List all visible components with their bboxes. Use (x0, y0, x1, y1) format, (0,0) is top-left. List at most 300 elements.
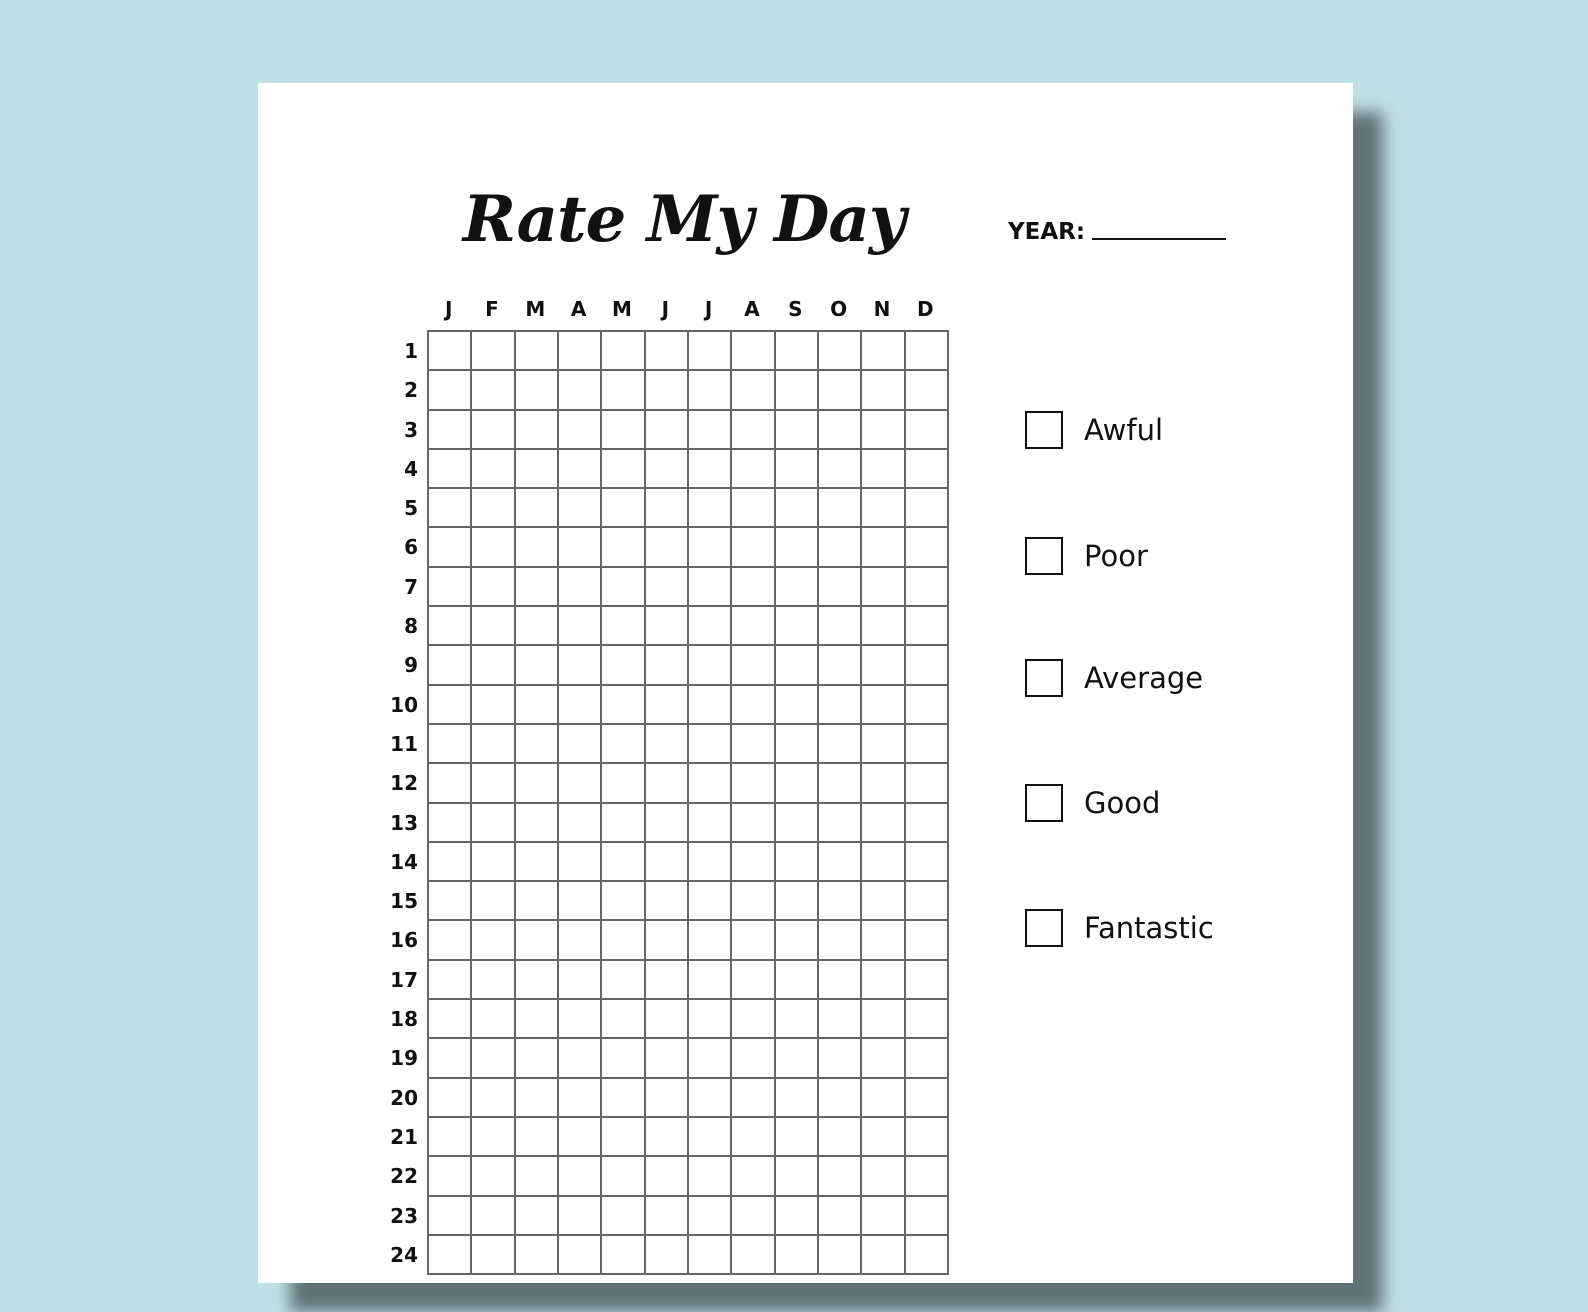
grid-cell[interactable] (559, 882, 602, 921)
grid-cell[interactable] (862, 332, 905, 371)
grid-cell[interactable] (776, 1157, 819, 1196)
grid-cell[interactable] (689, 725, 732, 764)
grid-cell[interactable] (819, 1157, 862, 1196)
grid-cell[interactable] (646, 528, 689, 567)
grid-cell[interactable] (429, 882, 472, 921)
grid-cell[interactable] (732, 882, 775, 921)
grid-cell[interactable] (646, 607, 689, 646)
checkbox[interactable] (1025, 909, 1063, 947)
grid-cell[interactable] (776, 371, 819, 410)
grid-cell[interactable] (602, 961, 645, 1000)
grid-cell[interactable] (732, 607, 775, 646)
grid-cell[interactable] (862, 1118, 905, 1157)
grid-cell[interactable] (906, 921, 949, 960)
grid-cell[interactable] (516, 450, 559, 489)
grid-cell[interactable] (906, 1039, 949, 1078)
grid-cell[interactable] (646, 1039, 689, 1078)
grid-cell[interactable] (819, 450, 862, 489)
grid-cell[interactable] (819, 646, 862, 685)
grid-cell[interactable] (862, 725, 905, 764)
grid-cell[interactable] (559, 489, 602, 528)
grid-cell[interactable] (429, 686, 472, 725)
grid-cell[interactable] (906, 489, 949, 528)
grid-cell[interactable] (906, 1197, 949, 1236)
grid-cell[interactable] (689, 450, 732, 489)
grid-cell[interactable] (559, 725, 602, 764)
grid-cell[interactable] (429, 1157, 472, 1196)
grid-cell[interactable] (862, 921, 905, 960)
grid-cell[interactable] (732, 1197, 775, 1236)
grid-cell[interactable] (602, 1039, 645, 1078)
grid-cell[interactable] (646, 1236, 689, 1275)
grid-cell[interactable] (472, 411, 515, 450)
grid-cell[interactable] (906, 568, 949, 607)
grid-cell[interactable] (906, 882, 949, 921)
grid-cell[interactable] (862, 411, 905, 450)
grid-cell[interactable] (472, 489, 515, 528)
grid-cell[interactable] (472, 607, 515, 646)
grid-cell[interactable] (689, 961, 732, 1000)
grid-cell[interactable] (646, 411, 689, 450)
grid-cell[interactable] (732, 1157, 775, 1196)
grid-cell[interactable] (516, 1000, 559, 1039)
grid-cell[interactable] (906, 804, 949, 843)
grid-cell[interactable] (689, 1157, 732, 1196)
grid-cell[interactable] (429, 804, 472, 843)
grid-cell[interactable] (819, 843, 862, 882)
grid-cell[interactable] (646, 961, 689, 1000)
grid-cell[interactable] (732, 489, 775, 528)
rating-option-good[interactable] (1025, 784, 1160, 822)
grid-cell[interactable] (776, 1039, 819, 1078)
grid-cell[interactable] (602, 332, 645, 371)
grid-cell[interactable] (776, 764, 819, 803)
grid-cell[interactable] (689, 1197, 732, 1236)
grid-cell[interactable] (559, 961, 602, 1000)
grid-cell[interactable] (906, 961, 949, 1000)
grid-cell[interactable] (559, 921, 602, 960)
grid-cell[interactable] (602, 921, 645, 960)
grid-cell[interactable] (819, 1118, 862, 1157)
grid-cell[interactable] (906, 843, 949, 882)
grid-cell[interactable] (862, 646, 905, 685)
grid-cell[interactable] (862, 1000, 905, 1039)
grid-cell[interactable] (602, 1236, 645, 1275)
grid-cell[interactable] (646, 568, 689, 607)
grid-cell[interactable] (559, 1157, 602, 1196)
grid-cell[interactable] (819, 568, 862, 607)
grid-cell[interactable] (906, 764, 949, 803)
grid-cell[interactable] (776, 528, 819, 567)
grid-cell[interactable] (819, 764, 862, 803)
grid-cell[interactable] (819, 371, 862, 410)
grid-cell[interactable] (516, 764, 559, 803)
grid-cell[interactable] (602, 1197, 645, 1236)
grid-cell[interactable] (906, 607, 949, 646)
grid-cell[interactable] (819, 528, 862, 567)
grid-cell[interactable] (906, 1236, 949, 1275)
grid-cell[interactable] (906, 725, 949, 764)
grid-cell[interactable] (429, 646, 472, 685)
grid-cell[interactable] (602, 1079, 645, 1118)
grid-cell[interactable] (602, 725, 645, 764)
grid-cell[interactable] (862, 607, 905, 646)
grid-cell[interactable] (559, 1236, 602, 1275)
grid-cell[interactable] (429, 528, 472, 567)
grid-cell[interactable] (602, 1118, 645, 1157)
grid-cell[interactable] (429, 332, 472, 371)
grid-cell[interactable] (862, 961, 905, 1000)
grid-cell[interactable] (906, 411, 949, 450)
grid-cell[interactable] (689, 568, 732, 607)
grid-cell[interactable] (862, 804, 905, 843)
grid-cell[interactable] (516, 332, 559, 371)
grid-cell[interactable] (429, 607, 472, 646)
grid-cell[interactable] (689, 843, 732, 882)
grid-cell[interactable] (906, 528, 949, 567)
grid-cell[interactable] (602, 882, 645, 921)
grid-cell[interactable] (602, 1157, 645, 1196)
grid-cell[interactable] (689, 332, 732, 371)
grid-cell[interactable] (732, 1079, 775, 1118)
grid-cell[interactable] (516, 489, 559, 528)
grid-cell[interactable] (689, 528, 732, 567)
grid-cell[interactable] (429, 411, 472, 450)
grid-cell[interactable] (819, 411, 862, 450)
rating-option-poor[interactable] (1025, 537, 1148, 575)
grid-cell[interactable] (776, 1079, 819, 1118)
grid-cell[interactable] (602, 568, 645, 607)
grid-cell[interactable] (646, 332, 689, 371)
grid-cell[interactable] (776, 1197, 819, 1236)
checkbox[interactable] (1025, 537, 1063, 575)
grid-cell[interactable] (472, 1197, 515, 1236)
grid-cell[interactable] (516, 961, 559, 1000)
grid-cell[interactable] (776, 1236, 819, 1275)
grid-cell[interactable] (602, 489, 645, 528)
grid-cell[interactable] (862, 1079, 905, 1118)
grid-cell[interactable] (646, 646, 689, 685)
grid-cell[interactable] (472, 764, 515, 803)
grid-cell[interactable] (862, 1197, 905, 1236)
grid-cell[interactable] (429, 1236, 472, 1275)
grid-cell[interactable] (819, 1236, 862, 1275)
grid-cell[interactable] (689, 1236, 732, 1275)
grid-cell[interactable] (906, 371, 949, 410)
grid-cell[interactable] (472, 725, 515, 764)
grid-cell[interactable] (602, 686, 645, 725)
grid-cell[interactable] (516, 411, 559, 450)
grid-cell[interactable] (776, 1000, 819, 1039)
grid-cell[interactable] (472, 1039, 515, 1078)
grid-cell[interactable] (862, 1157, 905, 1196)
grid-cell[interactable] (732, 843, 775, 882)
grid-cell[interactable] (646, 1079, 689, 1118)
grid-cell[interactable] (776, 646, 819, 685)
grid-cell[interactable] (429, 1079, 472, 1118)
grid-cell[interactable] (819, 921, 862, 960)
grid-cell[interactable] (602, 804, 645, 843)
grid-cell[interactable] (689, 1039, 732, 1078)
grid-cell[interactable] (472, 882, 515, 921)
grid-cell[interactable] (732, 686, 775, 725)
grid-cell[interactable] (559, 450, 602, 489)
grid-cell[interactable] (646, 686, 689, 725)
grid-cell[interactable] (689, 371, 732, 410)
rating-option-awful[interactable] (1025, 411, 1163, 449)
grid-cell[interactable] (819, 332, 862, 371)
grid-cell[interactable] (429, 1197, 472, 1236)
grid-cell[interactable] (472, 450, 515, 489)
grid-cell[interactable] (516, 1157, 559, 1196)
grid-cell[interactable] (689, 804, 732, 843)
grid-cell[interactable] (429, 450, 472, 489)
grid-cell[interactable] (559, 332, 602, 371)
grid-cell[interactable] (646, 489, 689, 528)
grid-cell[interactable] (862, 686, 905, 725)
grid-cell[interactable] (472, 1079, 515, 1118)
grid-cell[interactable] (516, 921, 559, 960)
checkbox[interactable] (1025, 784, 1063, 822)
grid-cell[interactable] (862, 489, 905, 528)
grid-cell[interactable] (429, 1118, 472, 1157)
grid-cell[interactable] (472, 646, 515, 685)
grid-cell[interactable] (906, 1000, 949, 1039)
grid-cell[interactable] (862, 450, 905, 489)
grid-cell[interactable] (602, 528, 645, 567)
rating-option-fantastic[interactable] (1025, 909, 1214, 947)
grid-cell[interactable] (906, 332, 949, 371)
grid-cell[interactable] (819, 961, 862, 1000)
grid-cell[interactable] (602, 411, 645, 450)
grid-cell[interactable] (819, 725, 862, 764)
grid-cell[interactable] (602, 450, 645, 489)
grid-cell[interactable] (516, 686, 559, 725)
grid-cell[interactable] (819, 882, 862, 921)
grid-cell[interactable] (776, 921, 819, 960)
grid-cell[interactable] (776, 332, 819, 371)
grid-cell[interactable] (776, 843, 819, 882)
grid-cell[interactable] (732, 371, 775, 410)
grid-cell[interactable] (862, 1236, 905, 1275)
grid-cell[interactable] (689, 921, 732, 960)
grid-cell[interactable] (559, 1079, 602, 1118)
grid-cell[interactable] (472, 843, 515, 882)
grid-cell[interactable] (732, 804, 775, 843)
grid-cell[interactable] (776, 804, 819, 843)
grid-cell[interactable] (646, 371, 689, 410)
grid-cell[interactable] (862, 843, 905, 882)
grid-cell[interactable] (646, 843, 689, 882)
grid-cell[interactable] (472, 371, 515, 410)
grid-cell[interactable] (732, 568, 775, 607)
grid-cell[interactable] (559, 1000, 602, 1039)
grid-cell[interactable] (732, 450, 775, 489)
grid-cell[interactable] (472, 332, 515, 371)
grid-cell[interactable] (819, 1039, 862, 1078)
grid-cell[interactable] (516, 843, 559, 882)
grid-cell[interactable] (429, 921, 472, 960)
grid-cell[interactable] (776, 686, 819, 725)
grid-cell[interactable] (602, 646, 645, 685)
year-input-line[interactable] (1092, 238, 1226, 240)
grid-cell[interactable] (429, 1000, 472, 1039)
grid-cell[interactable] (559, 843, 602, 882)
grid-cell[interactable] (732, 646, 775, 685)
grid-cell[interactable] (516, 725, 559, 764)
grid-cell[interactable] (689, 489, 732, 528)
grid-cell[interactable] (906, 450, 949, 489)
grid-cell[interactable] (472, 1000, 515, 1039)
grid-cell[interactable] (862, 1039, 905, 1078)
grid-cell[interactable] (732, 1039, 775, 1078)
grid-cell[interactable] (819, 686, 862, 725)
grid-cell[interactable] (862, 568, 905, 607)
grid-cell[interactable] (732, 411, 775, 450)
grid-cell[interactable] (646, 764, 689, 803)
grid-cell[interactable] (776, 489, 819, 528)
grid-cell[interactable] (429, 489, 472, 528)
grid-cell[interactable] (516, 371, 559, 410)
grid-cell[interactable] (776, 1118, 819, 1157)
grid-cell[interactable] (689, 607, 732, 646)
grid-cell[interactable] (429, 725, 472, 764)
grid-cell[interactable] (559, 1039, 602, 1078)
grid-cell[interactable] (819, 1197, 862, 1236)
grid-cell[interactable] (516, 568, 559, 607)
grid-cell[interactable] (776, 607, 819, 646)
grid-cell[interactable] (516, 1118, 559, 1157)
grid-cell[interactable] (689, 1000, 732, 1039)
grid-cell[interactable] (732, 725, 775, 764)
grid-cell[interactable] (776, 961, 819, 1000)
grid-cell[interactable] (862, 528, 905, 567)
checkbox[interactable] (1025, 411, 1063, 449)
grid-cell[interactable] (732, 764, 775, 803)
grid-cell[interactable] (689, 411, 732, 450)
grid-cell[interactable] (472, 1118, 515, 1157)
grid-cell[interactable] (689, 1118, 732, 1157)
grid-cell[interactable] (862, 371, 905, 410)
grid-cell[interactable] (732, 332, 775, 371)
grid-cell[interactable] (429, 961, 472, 1000)
grid-cell[interactable] (516, 528, 559, 567)
grid-cell[interactable] (516, 804, 559, 843)
grid-cell[interactable] (906, 686, 949, 725)
grid-cell[interactable] (429, 764, 472, 803)
grid-cell[interactable] (646, 725, 689, 764)
grid-cell[interactable] (516, 1079, 559, 1118)
grid-cell[interactable] (516, 1236, 559, 1275)
checkbox[interactable] (1025, 659, 1063, 697)
grid-cell[interactable] (646, 450, 689, 489)
grid-cell[interactable] (559, 607, 602, 646)
grid-cell[interactable] (732, 528, 775, 567)
grid-cell[interactable] (906, 1079, 949, 1118)
grid-cell[interactable] (646, 882, 689, 921)
grid-cell[interactable] (819, 804, 862, 843)
grid-cell[interactable] (516, 607, 559, 646)
grid-cell[interactable] (429, 371, 472, 410)
grid-cell[interactable] (559, 568, 602, 607)
grid-cell[interactable] (862, 882, 905, 921)
grid-cell[interactable] (906, 1157, 949, 1196)
grid-cell[interactable] (559, 1118, 602, 1157)
rating-option-average[interactable] (1025, 659, 1203, 697)
grid-cell[interactable] (472, 528, 515, 567)
grid-cell[interactable] (602, 1000, 645, 1039)
grid-cell[interactable] (602, 843, 645, 882)
grid-cell[interactable] (732, 1118, 775, 1157)
month-label: A (744, 297, 760, 321)
grid-cell[interactable] (776, 725, 819, 764)
grid-cell[interactable] (429, 568, 472, 607)
grid-cell[interactable] (689, 764, 732, 803)
grid-cell[interactable] (732, 961, 775, 1000)
grid-cell[interactable] (776, 568, 819, 607)
grid-cell[interactable] (602, 764, 645, 803)
grid-cell[interactable] (906, 1118, 949, 1157)
grid-cell[interactable] (516, 882, 559, 921)
grid-cell[interactable] (646, 804, 689, 843)
grid-cell[interactable] (602, 371, 645, 410)
grid-cell[interactable] (559, 528, 602, 567)
grid-cell[interactable] (819, 607, 862, 646)
grid-cell[interactable] (689, 882, 732, 921)
grid-cell[interactable] (516, 1039, 559, 1078)
grid-cell[interactable] (559, 646, 602, 685)
grid-cell[interactable] (429, 1039, 472, 1078)
grid-cell[interactable] (559, 686, 602, 725)
grid-cell[interactable] (472, 568, 515, 607)
grid-cell[interactable] (472, 1236, 515, 1275)
grid-cell[interactable] (472, 804, 515, 843)
grid-cell[interactable] (559, 411, 602, 450)
grid-cell[interactable] (776, 882, 819, 921)
grid-cell[interactable] (472, 921, 515, 960)
grid-cell[interactable] (429, 843, 472, 882)
grid-cell[interactable] (646, 1000, 689, 1039)
grid-cell[interactable] (602, 607, 645, 646)
grid-cell[interactable] (472, 961, 515, 1000)
grid-cell[interactable] (732, 921, 775, 960)
grid-cell[interactable] (819, 1000, 862, 1039)
grid-cell[interactable] (472, 686, 515, 725)
grid-cell[interactable] (732, 1000, 775, 1039)
grid-cell[interactable] (646, 1157, 689, 1196)
grid-cell[interactable] (646, 921, 689, 960)
grid-cell[interactable] (689, 686, 732, 725)
grid-cell[interactable] (776, 411, 819, 450)
grid-cell[interactable] (819, 1079, 862, 1118)
grid-cell[interactable] (559, 1197, 602, 1236)
grid-cell[interactable] (819, 489, 862, 528)
grid-cell[interactable] (732, 1236, 775, 1275)
grid-cell[interactable] (689, 646, 732, 685)
grid-cell[interactable] (689, 1079, 732, 1118)
grid-cell[interactable] (559, 371, 602, 410)
grid-cell[interactable] (646, 1118, 689, 1157)
grid-cell[interactable] (906, 646, 949, 685)
grid-cell[interactable] (776, 450, 819, 489)
grid-cell[interactable] (646, 1197, 689, 1236)
grid-cell[interactable] (472, 1157, 515, 1196)
grid-cell[interactable] (862, 764, 905, 803)
grid-cell[interactable] (559, 764, 602, 803)
grid-cell[interactable] (516, 1197, 559, 1236)
grid-cell[interactable] (516, 646, 559, 685)
grid-cell[interactable] (559, 804, 602, 843)
